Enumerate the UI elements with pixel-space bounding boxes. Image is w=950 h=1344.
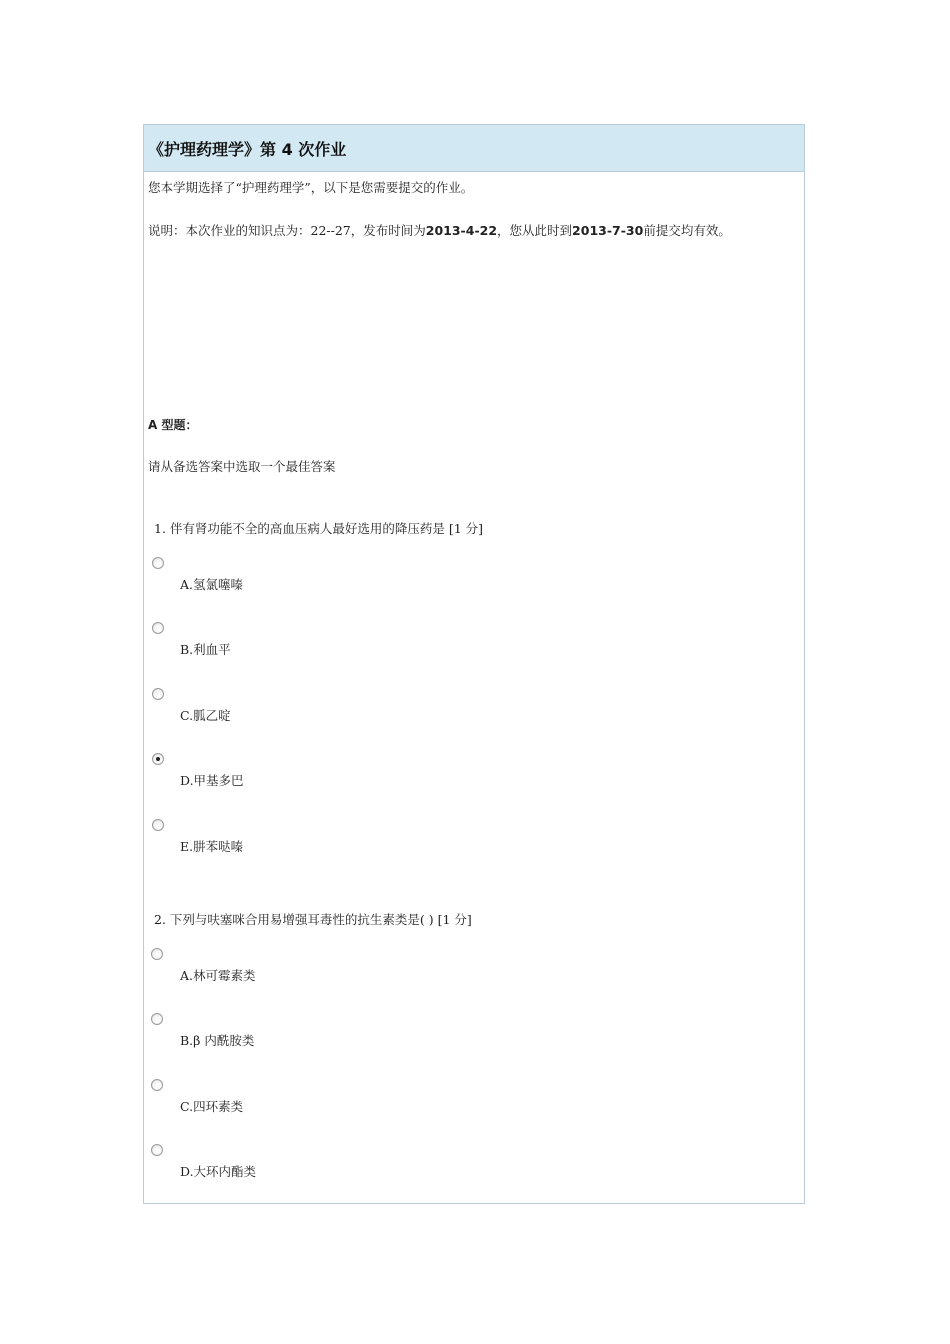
question-2-option-b-radio[interactable]: [151, 1013, 163, 1025]
question-1-option-c-label[interactable]: C.胍乙啶: [180, 708, 231, 723]
question-2-option-a-label[interactable]: A.林可霉素类: [180, 968, 256, 983]
question-2-option-c-radio[interactable]: [151, 1079, 163, 1091]
question-1-text: 1. 伴有肾功能不全的高血压病人最好选用的降压药是 [1 分]: [154, 521, 484, 536]
question-1-option-b-label[interactable]: B.利血平: [180, 642, 231, 657]
question-2-option-b-label[interactable]: B.β 内酰胺类: [180, 1033, 255, 1048]
question-2-option-c-label[interactable]: C.四环素类: [180, 1099, 244, 1114]
intro-text: 您本学期选择了“护理药理学”，以下是您需要提交的作业。: [148, 180, 474, 195]
question-1-option-e-label[interactable]: E.肼苯哒嗪: [180, 839, 244, 854]
question-instruction: 请从备选答案中选取一个最佳答案: [148, 459, 336, 474]
question-1-option-a-radio[interactable]: [152, 557, 164, 569]
note-suffix: 前提交均有效。: [643, 223, 731, 238]
publish-date: 2013-4-22: [425, 223, 498, 238]
question-1-option-b-radio[interactable]: [152, 622, 164, 634]
question-1-option-d-radio[interactable]: [152, 753, 164, 765]
question-1-option-d-label[interactable]: D.甲基多巴: [180, 773, 244, 788]
page-title: 《护理药理学》第 4 次作业: [148, 139, 347, 159]
question-2-option-d-label[interactable]: D.大环内酯类: [180, 1164, 257, 1179]
question-2-text: 2. 下列与呋塞咪合用易增强耳毒性的抗生素类是( ) [1 分]: [154, 912, 472, 927]
note-mid: ，您从此时到: [497, 223, 573, 238]
assignment-panel: [143, 124, 805, 1204]
note-prefix: 说明：本次作业的知识点为：22--27，发布时间为: [148, 223, 426, 238]
deadline-date: 2013-7-30: [572, 223, 644, 238]
question-1-option-c-radio[interactable]: [152, 688, 164, 700]
question-2-option-a-radio[interactable]: [151, 948, 163, 960]
question-2-option-d-radio[interactable]: [151, 1144, 163, 1156]
question-1-option-a-label[interactable]: A.氢氯噻嗪: [180, 577, 244, 592]
assignment-note: [148, 223, 731, 239]
question-1-option-e-radio[interactable]: [152, 819, 164, 831]
panel-header: [144, 125, 804, 172]
question-type-label: A 型题：: [148, 418, 198, 432]
